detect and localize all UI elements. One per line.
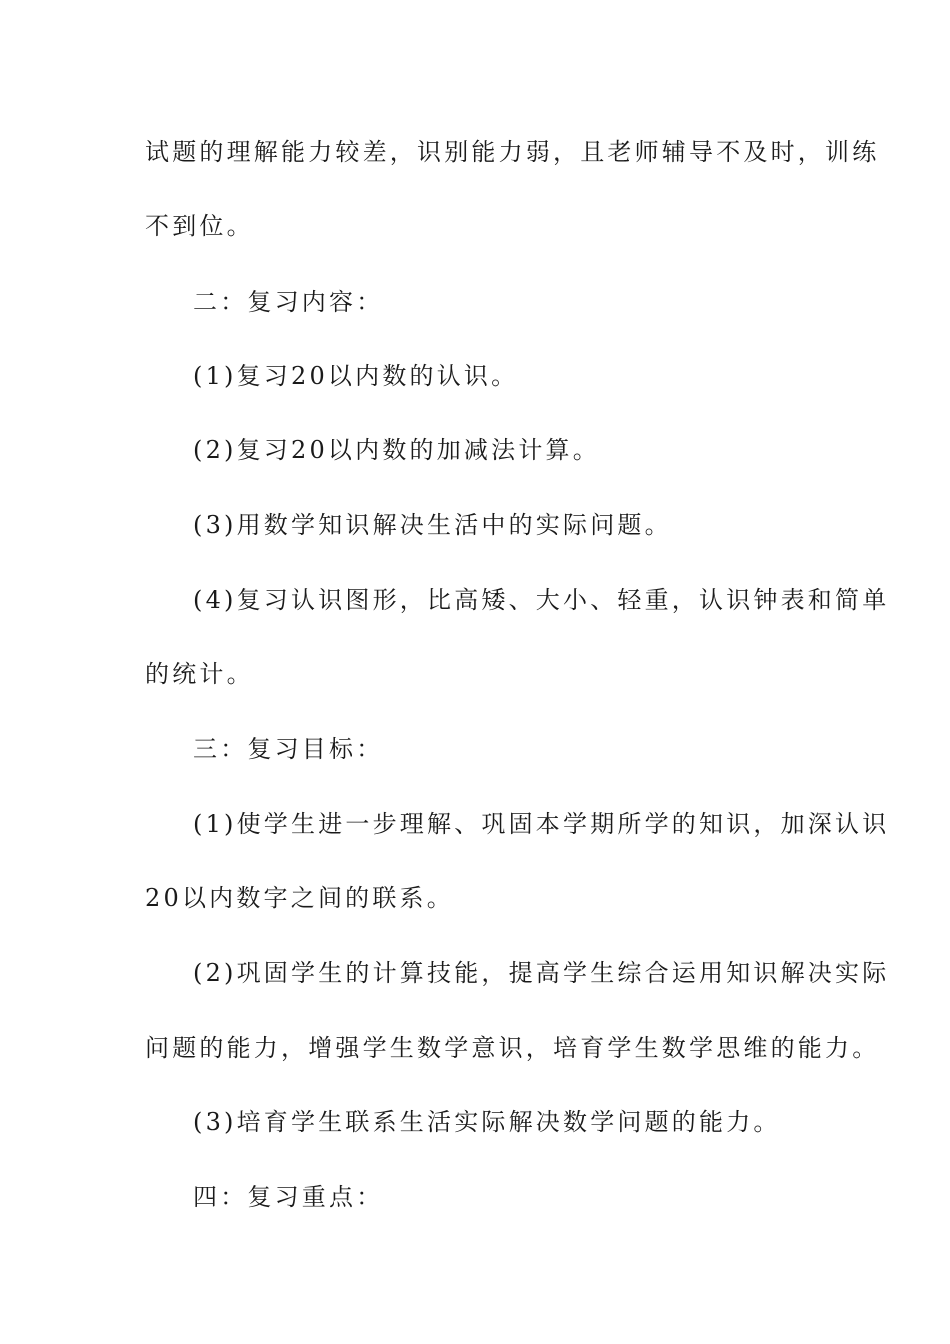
section-heading-review-content: 二：复习内容： (193, 288, 384, 316)
section-heading-review-focus: 四：复习重点： (193, 1183, 384, 1211)
list-item: (2)巩固学生的计算技能，提高学生综合运用知识解决实际 (193, 959, 890, 987)
text-line: 不到位。 (145, 212, 254, 240)
text-line: 试题的理解能力较差，识别能力弱，且老师辅导不及时，训练 (145, 138, 880, 166)
list-item: (1)复习20以内数的认识。 (193, 362, 519, 390)
list-item: (1)使学生进一步理解、巩固本学期所学的知识，加深认识 (193, 810, 890, 838)
text-line: 的统计。 (145, 660, 254, 688)
list-item: (4)复习认识图形，比高矮、大小、轻重，认识钟表和简单 (193, 586, 890, 614)
text-line: 问题的能力，增强学生数学意识，培育学生数学思维的能力。 (145, 1034, 880, 1062)
list-item: (3)培育学生联系生活实际解决数学问题的能力。 (193, 1108, 781, 1136)
list-item: (3)用数学知识解决生活中的实际问题。 (193, 511, 672, 539)
section-heading-review-goals: 三：复习目标： (193, 735, 384, 763)
list-item: (2)复习20以内数的加减法计算。 (193, 436, 600, 464)
text-line: 20以内数字之间的联系。 (145, 884, 454, 912)
